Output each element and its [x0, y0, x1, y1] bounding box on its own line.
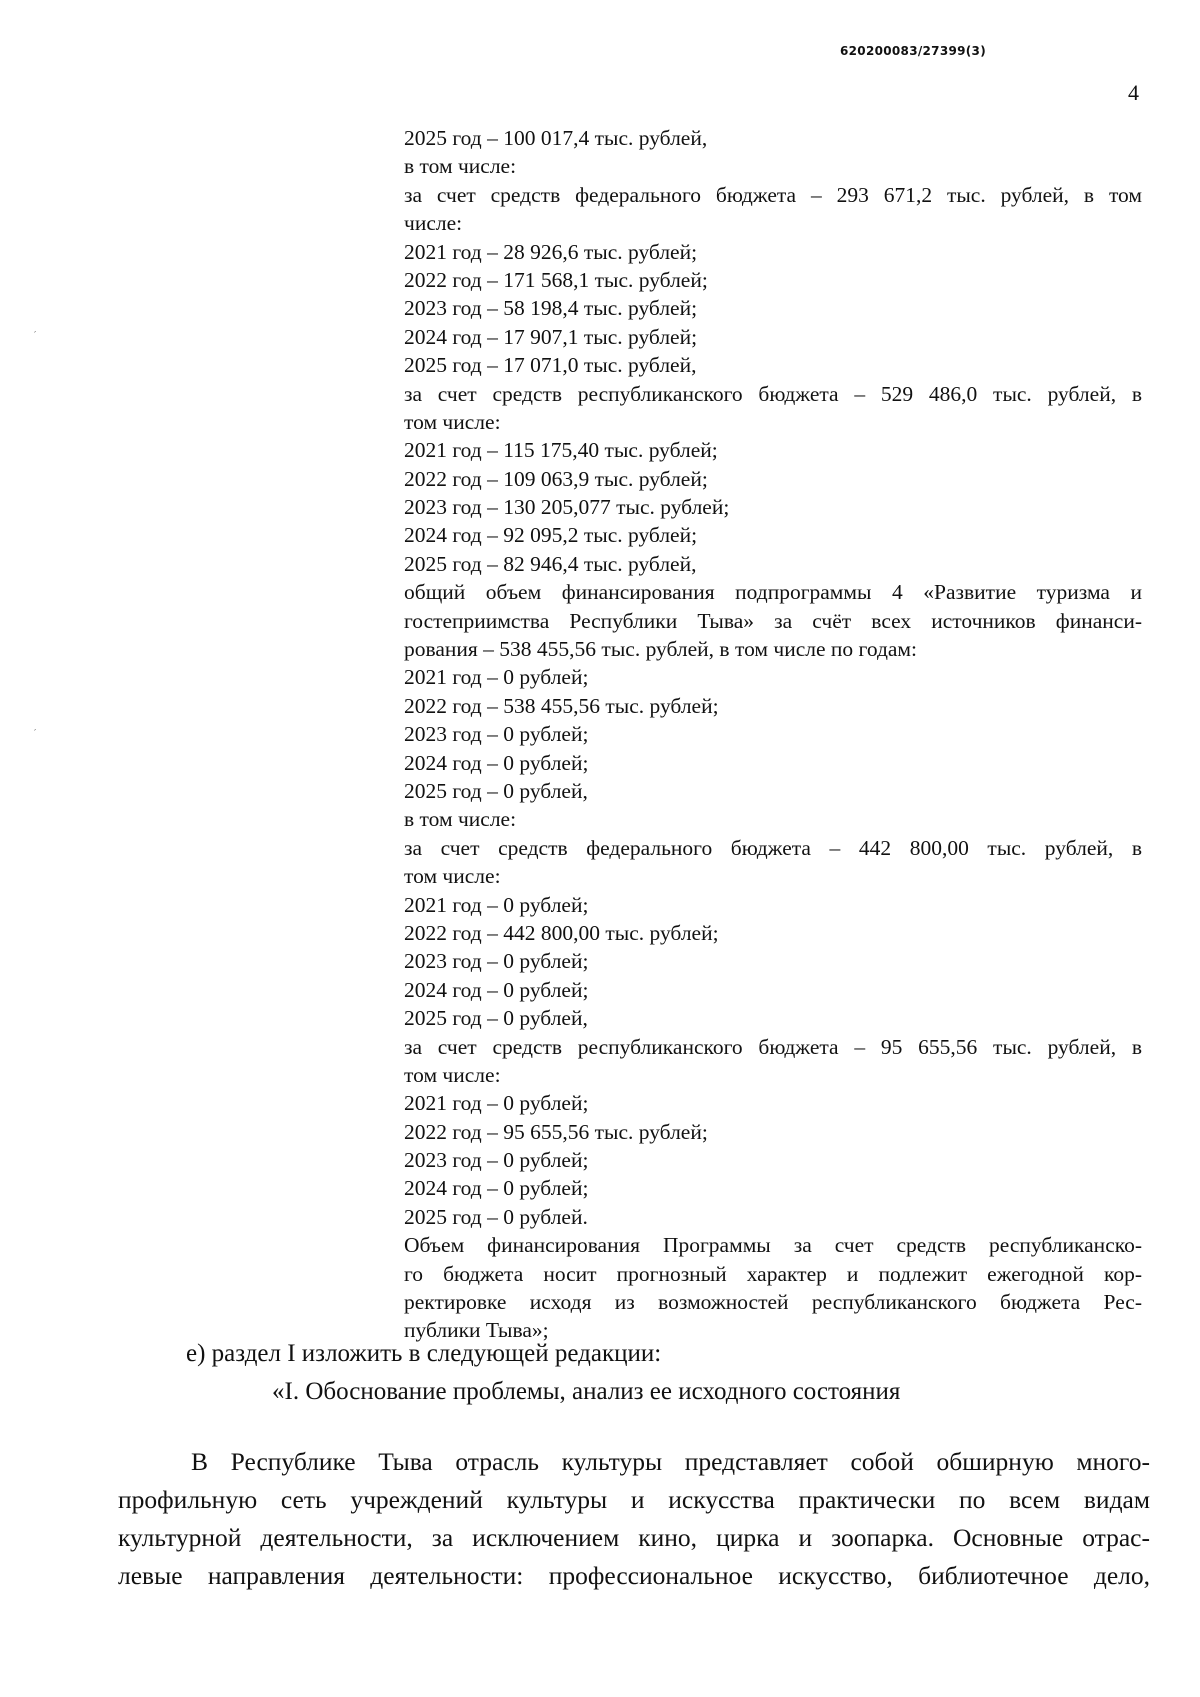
body-paragraph	[118, 1443, 1150, 1595]
year-line: 2021 год – 115 175,40 тыс. рублей;	[404, 438, 718, 463]
year-line: 2023 год – 0 рублей;	[404, 949, 589, 974]
text-line: го бюджета носит прогнозный характер и подлежит ежегодной кор-	[404, 1261, 1142, 1286]
text-line: за счет средств республиканского бюджета – 529 486,0 тыс. рублей, в	[404, 381, 1142, 406]
text-line: профильную сеть учреждений культуры и искусства практически по всем видам	[118, 1485, 1150, 1514]
republic-budget-intro	[404, 380, 1142, 408]
year-line: 2025 год – 0 рублей,	[404, 1006, 588, 1031]
text-line: в том числе:	[404, 154, 517, 179]
text-line: том числе:	[404, 409, 501, 434]
text-line: 2025 год – 100 017,4 тыс. рублей,	[404, 126, 708, 150]
subprogram-4-intro	[404, 578, 1142, 635]
text-line: культурной деятельности, за исключением кино, цирка и зоопарка. Основные отрас-	[118, 1523, 1150, 1552]
year-line: 2024 год – 0 рублей;	[404, 750, 589, 775]
year-line: 2021 год – 28 926,6 тыс. рублей;	[404, 239, 698, 264]
text-line: за счет средств федерального бюджета – 293 671,2 тыс. рублей, в том	[404, 182, 1142, 207]
year-line: 2025 год – 0 рублей.	[404, 1204, 588, 1229]
year-line: 2022 год – 171 568,1 тыс. рублей;	[404, 267, 708, 292]
text-line: том числе:	[404, 864, 501, 889]
text-line: за счет средств республиканского бюджета – 95 655,56 тыс. рублей, в	[404, 1034, 1142, 1059]
year-line: 2023 год – 0 рублей;	[404, 722, 589, 747]
year-line: 2023 год – 0 рублей;	[404, 1148, 589, 1173]
forecast-note	[404, 1231, 1142, 1316]
year-line: 2022 год – 109 063,9 тыс. рублей;	[404, 466, 708, 491]
year-line: 2024 год – 0 рублей;	[404, 1176, 589, 1201]
text-line: левые направления деятельности: профессиональное искусство, библиотечное дело,	[118, 1561, 1150, 1590]
year-line: 2025 год – 82 946,4 тыс. рублей,	[404, 551, 697, 576]
text-line: Объем финансирования Программы за счет средств республиканско-	[404, 1233, 1142, 1258]
text-line: общий объем финансирования подпрограммы 4 «Развитие туризма и	[404, 580, 1142, 605]
federal-budget-intro	[404, 181, 1142, 209]
year-line: 2021 год – 0 рублей;	[404, 1091, 589, 1116]
year-line: 2025 год – 17 071,0 тыс. рублей,	[404, 353, 697, 378]
text-line: числе:	[404, 211, 463, 236]
year-line: 2021 год – 0 рублей;	[404, 665, 589, 690]
text-line: ректировке исходя из возможностей республиканского бюджета Рес-	[404, 1290, 1142, 1315]
text-line: публики Тыва»;	[404, 1318, 549, 1343]
year-line: 2025 год – 0 рублей,	[404, 778, 588, 803]
text-line: в том числе:	[404, 807, 517, 832]
year-line: 2023 год – 58 198,4 тыс. рублей;	[404, 296, 698, 321]
text-line: за счет средств федерального бюджета – 442 800,00 тыс. рублей, в	[404, 835, 1142, 860]
text-line: том числе:	[404, 1062, 501, 1087]
subprogram-4-federal-intro	[404, 834, 1142, 862]
year-line: 2024 год – 17 907,1 тыс. рублей;	[404, 324, 698, 349]
section-title: «I. Обоснование проблемы, анализ ее исходного состояния	[272, 1378, 901, 1405]
subprogram-4-republic-intro	[404, 1033, 1142, 1061]
year-line: 2022 год – 538 455,56 тыс. рублей;	[404, 693, 719, 718]
page-number: 4	[1128, 80, 1139, 105]
year-line: 2022 год – 95 655,56 тыс. рублей;	[404, 1119, 708, 1144]
text-line: рования – 538 455,56 тыс. рублей, в том числе по годам:	[404, 637, 918, 662]
scan-mark: ′	[34, 330, 37, 341]
scan-mark: ′	[34, 728, 37, 739]
section-instruction: е) раздел I изложить в следующей редакции:	[186, 1340, 662, 1367]
text-line: гостеприимства Республики Тыва» за счёт всех источников финанси-	[404, 608, 1142, 633]
year-line: 2021 год – 0 рублей;	[404, 892, 589, 917]
year-line: 2024 год – 92 095,2 тыс. рублей;	[404, 523, 698, 548]
year-line: 2022 год – 442 800,00 тыс. рублей;	[404, 920, 719, 945]
year-line: 2023 год – 130 205,077 тыс. рублей;	[404, 495, 730, 520]
funding-block	[404, 124, 1142, 1345]
text-line: В Республике Тыва отрасль культуры представляет собой обширную много-	[191, 1447, 1150, 1476]
document-id: 620200083/27399(3)	[840, 44, 986, 58]
year-line: 2024 год – 0 рублей;	[404, 977, 589, 1002]
